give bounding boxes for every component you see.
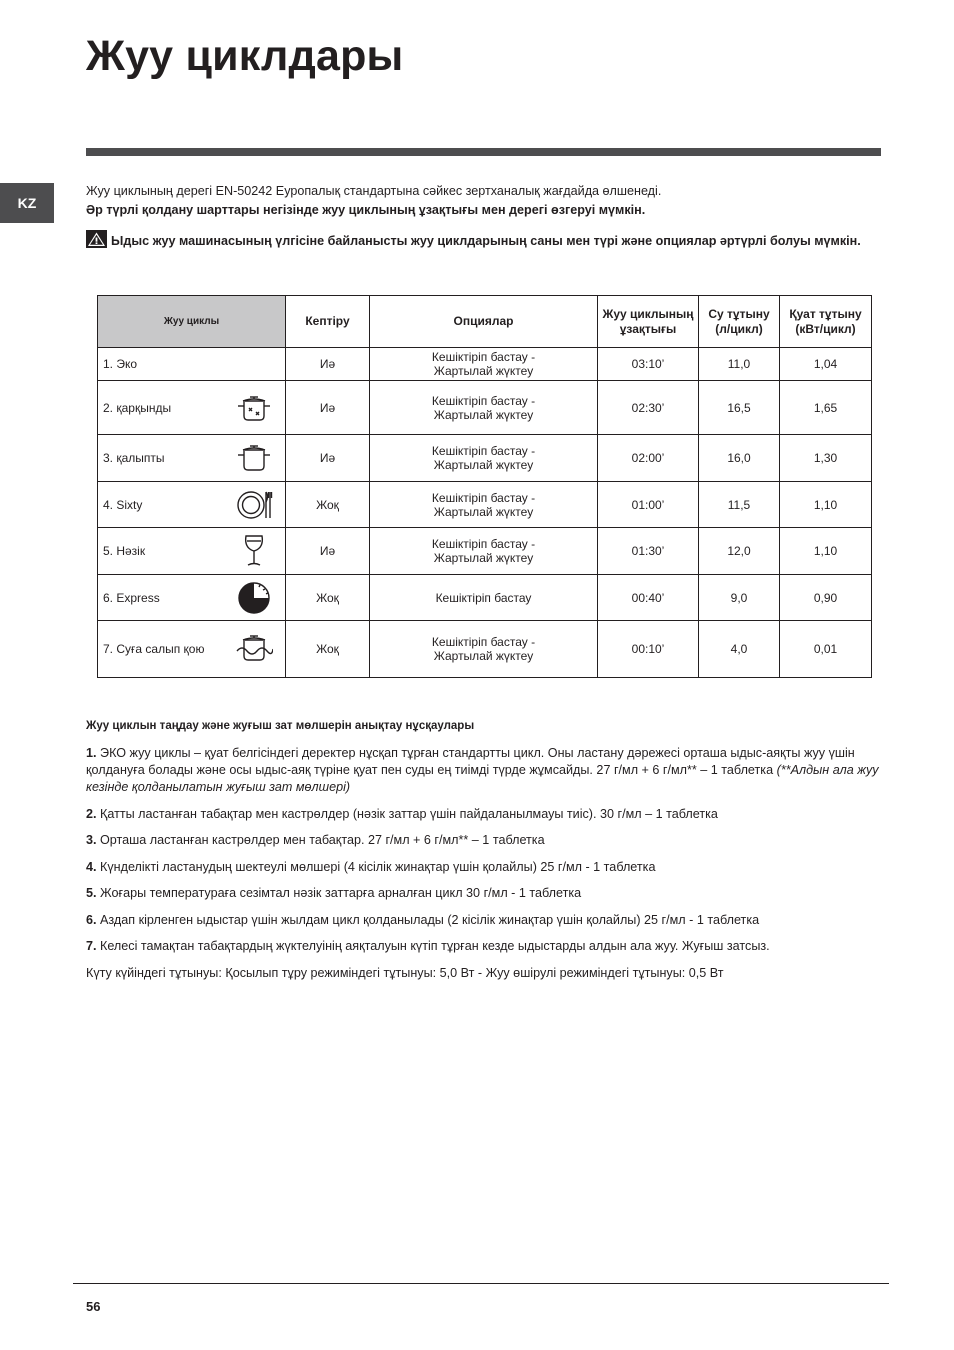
energy-cell: 0,01 [780,621,872,678]
table-row [98,528,872,575]
cycle-name-cell [98,482,286,528]
option-line: Кешіктіріп бастау [435,590,532,605]
normal-pot-icon [235,441,273,475]
duration-cell: 02:00’ [598,435,699,482]
express-clock-icon [235,581,273,615]
duration-cell: 00:10’ [598,621,699,678]
plate-cutlery-icon [235,488,273,522]
header-energy: Қуат тұтыну (кВт/цикл) [780,296,872,348]
options-cell [370,575,598,621]
cycle-name: 2. қарқынды [103,400,172,415]
duration-cell: 00:40’ [598,575,699,621]
option-line: Жартылай жүктеу [433,458,534,472]
option-line: Жартылай жүктеу [433,407,534,422]
energy-cell: 0,90 [780,575,872,621]
header-options: Опциялар [370,296,598,348]
option-line: Кешіктіріп бастау - [431,393,536,408]
drying-cell: Иә [286,348,370,381]
cycle-name-cell [98,575,286,621]
options-cell [370,435,598,482]
cycle-name: 3. қалыпты [103,451,165,465]
warning-icon [86,230,107,248]
option-line: Кешіктіріп бастау - [431,350,536,364]
energy-cell: 1,10 [780,482,872,528]
wine-glass-icon [235,534,273,568]
table-header-row [98,296,872,348]
option-line: Кешіктіріп бастау - [431,537,536,551]
option-line: Жартылай жүктеу [433,504,534,519]
water-cell: 4,0 [699,621,780,678]
cycle-name-cell [98,435,286,482]
water-cell: 9,0 [699,575,780,621]
instruction-item: 3. Орташа ластанған кастрөлдер мен табақтар. 27 г/мл + 6 г/мл** – 1 таблетка [86,833,545,847]
cycle-name-cell [98,348,286,381]
instruction-item: 5. Жоғары температураға сезімтал нәзік заттарға арналған цикл 30 г/мл - 1 таблетка [86,886,582,900]
cycle-name: 7. Суға салып қою [103,642,205,656]
options-cell [370,482,598,528]
instructions-heading: Жуу циклын таңдау және жуғыш зат мөлшерін анықтау нұсқаулары [86,720,475,732]
cycle-name: 1. Эко [103,357,138,371]
drying-cell: Иә [286,528,370,575]
water-cell: 16,5 [699,381,780,435]
duration-cell: 02:30’ [598,381,699,435]
table-row [98,348,872,381]
option-line: Жартылай жүктеу [433,649,534,663]
cycle-name-cell [98,528,286,575]
table-row [98,381,872,435]
header-water: Су тұтыну (л/цикл) [699,296,780,348]
drying-cell: Жоқ [286,482,370,528]
options-cell [370,381,598,435]
intensive-pot-icon [235,391,273,425]
duration-cell: 03:10’ [598,348,699,381]
option-line: Кешіктіріп бастау - [431,490,536,505]
instruction-item: 7. Келесі тамақтан табақтардың жүктелуінің аяқталуын күтіп тұрған кезде ыдыстарды алдын ала жуу. Жуғыш затсыз. [86,939,770,953]
energy-cell: 1,10 [780,528,872,575]
energy-cell: 1,04 [780,348,872,381]
option-line: Кешіктіріп бастау - [431,635,536,649]
options-cell [370,621,598,678]
duration-cell: 01:30’ [598,528,699,575]
water-cell: 12,0 [699,528,780,575]
standby-consumption: Күту күйіндегі тұтынуы: Қосылып тұру режиміндегі тұтынуы: 5,0 Вт - Жуу өшірулі режиміндегі тұтынуы: 0,5 Вт [86,965,724,980]
energy-cell: 1,30 [780,435,872,482]
option-line: Жартылай жүктеу [433,551,534,565]
language-tab: KZ [0,183,54,223]
water-cell: 11,0 [699,348,780,381]
table-row [98,482,872,528]
option-line: Кешіктіріп бастау - [431,444,536,458]
options-cell [370,348,598,381]
water-cell: 11,5 [699,482,780,528]
drying-cell: Жоқ [286,575,370,621]
warning-note [86,230,882,251]
cycle-name: 4. Sixty [103,497,143,512]
intro-text [86,182,886,220]
table-row [98,575,872,621]
warning-text: Ыдыс жуу машинасының үлгісіне байланысты жуу циклдарының саны мен түрі және опциялар әртүрлі болуы мүмкін. [111,234,861,248]
header-duration: Жуу циклының ұзақтығы [598,296,699,348]
cycle-name-cell [98,381,286,435]
options-cell [370,528,598,575]
cycle-name: 5. Нәзік [103,544,146,558]
wash-cycles-table [97,295,872,678]
drying-cell: Иә [286,381,370,435]
table-row [98,435,872,482]
cycle-name-cell [98,621,286,678]
drying-cell: Жоқ [286,621,370,678]
drying-cell: Иә [286,435,370,482]
page-title: Жуу циклдары [86,32,404,80]
footer-rule [73,1283,889,1284]
soak-pot-icon [235,632,273,666]
instruction-item: 1. ЭКО жуу циклы – қуат белгісіндегі деректер нұсқап тұрған стандартты цикл. Оны ластану дәрежесі орташа ыдыс-аяқты жуу үшін қолдануға болады және осы ыдыс-аяқ түріне қуат пен суды ең тиімді түрде жұмсайды. 27 г/мл + 6 г/мл** – 1 таблетка (**Алдын ала жуу кезінде қолданылатын жуғыш зат мөлшері) [86,746,879,794]
instructions-section [86,718,886,991]
intro-line-2: Әр түрлі қолдану шарттары негізінде жуу циклының ұзақтығы мен дерегі өзгеруі мүмкін. [86,203,646,217]
title-rule [86,148,881,156]
instruction-item: 6. Аздап кірленген ыдыстар үшін жылдам цикл қолданылады (2 кісілік жинақтар үшін қолайлы) 25 г/мл - 1 таблетка [86,912,760,927]
header-drying: Кептіру [286,296,370,348]
page-number: 56 [86,1299,101,1314]
instruction-item: 4. Күнделікті ластанудың шектеулі мөлшері (4 кісілік жинақтар үшін қолайлы) 25 г/мл - 1 таблетка [86,859,656,874]
table-row [98,621,872,678]
cycle-name: 6. Express [103,590,160,605]
duration-cell: 01:00’ [598,482,699,528]
water-cell: 16,0 [699,435,780,482]
intro-line-1: Жуу циклының дерегі EN-50242 Еуропалық стандартына сәйкес зертханалық жағдайда өлшенеді. [86,184,662,198]
option-line: Жартылай жүктеу [433,364,534,378]
energy-cell: 1,65 [780,381,872,435]
instruction-item: 2. Қатты ластанған табақтар мен кастрөлдер (нәзік заттар үшін пайдаланылмауы тиіс). 30 г/мл – 1 таблетка [86,806,718,821]
header-cycle: Жуу циклы [98,296,286,348]
